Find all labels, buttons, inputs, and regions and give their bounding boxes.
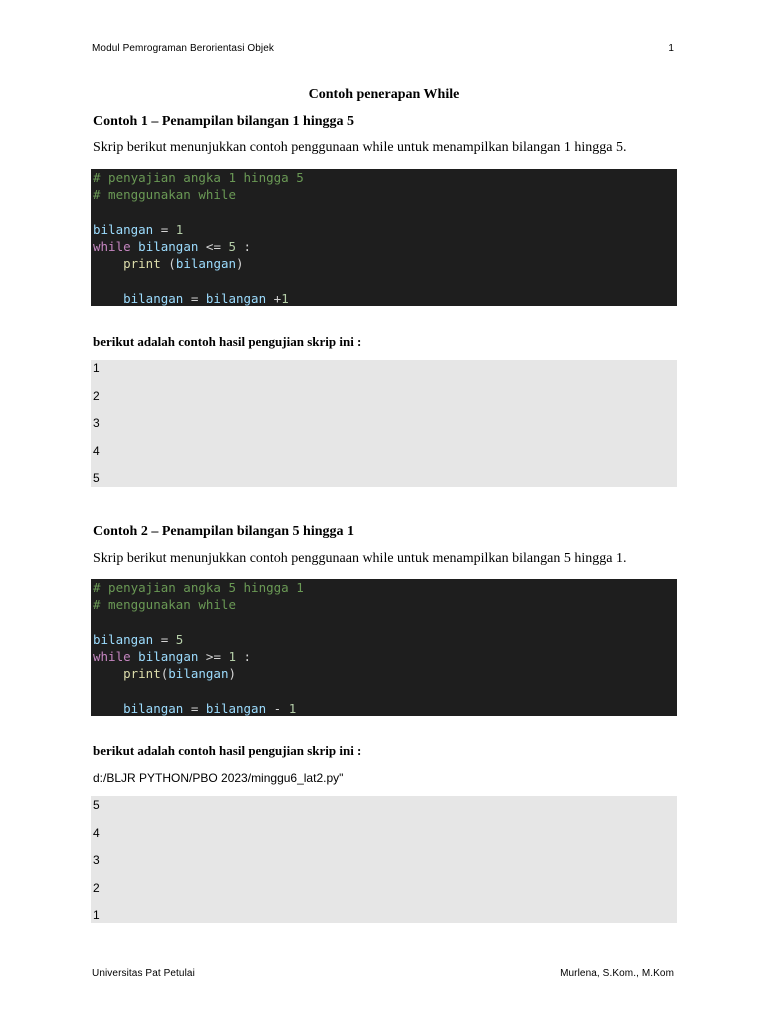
code-paren: ( <box>160 666 169 682</box>
output-line: 4 <box>93 443 100 458</box>
code-function: print <box>123 256 161 272</box>
footer-university: Universitas Pat Petulai <box>92 968 195 979</box>
code-operator: = <box>153 631 176 647</box>
code-number: 5 <box>228 239 237 255</box>
footer-author: Murlena, S.Kom., M.Kom <box>560 968 674 979</box>
code-variable: bilangan <box>138 239 199 255</box>
code-colon: : <box>236 649 252 665</box>
code-comment: # menggunakan while <box>93 187 236 203</box>
example2-code-block <box>91 579 677 716</box>
output-line: 3 <box>93 853 100 867</box>
code-variable: bilangan <box>93 221 154 237</box>
code-variable: bilangan <box>205 701 267 717</box>
code-variable: bilangan <box>138 649 199 665</box>
output-line: 5 <box>93 471 100 485</box>
example1-description: Skrip berikut menunjukkan contoh penggunaan while untuk menampilkan bilangan 1 hingga 5. <box>93 140 627 155</box>
header-module-title: Modul Pemrograman Berorientasi Objek <box>92 43 275 54</box>
page-footer <box>92 968 674 979</box>
code-operator: - <box>266 701 289 717</box>
code-variable: bilangan <box>168 666 229 682</box>
example1-code-block <box>91 169 677 306</box>
code-variable: bilangan <box>123 701 184 717</box>
example1-result-label: berikut adalah contoh hasil pengujian skrip ini : <box>93 334 362 349</box>
example2-script-path: d:/BLJR PYTHON/PBO 2023/minggu6_lat2.py" <box>93 771 344 785</box>
page-title: Contoh penerapan While <box>308 87 460 102</box>
code-function: print <box>123 666 161 682</box>
page-header <box>92 43 674 54</box>
code-operator: = <box>183 291 206 307</box>
code-operator: >= <box>198 649 229 665</box>
code-keyword: while <box>93 649 131 665</box>
code-variable: bilangan <box>123 291 184 307</box>
code-comment: # penyajian angka 1 hingga 5 <box>93 170 304 185</box>
output-line: 2 <box>93 388 100 403</box>
output-line: 4 <box>93 825 100 840</box>
code-keyword: while <box>93 239 131 255</box>
code-variable: bilangan <box>205 291 267 307</box>
code-paren: ( <box>160 256 176 272</box>
example2-result-label: berikut adalah contoh hasil pengujian skrip ini : <box>93 743 362 758</box>
code-number: 1 <box>228 649 237 665</box>
code-operator: = <box>153 221 176 237</box>
code-number: 1 <box>281 291 289 307</box>
header-page-number: 1 <box>668 43 674 54</box>
code-number: 5 <box>175 631 184 647</box>
code-number: 1 <box>288 701 297 717</box>
code-operator: <= <box>198 239 229 255</box>
code-paren: ) <box>236 256 244 272</box>
example2-heading: Contoh 2 – Penampilan bilangan 5 hingga 1 <box>93 524 355 539</box>
code-variable: bilangan <box>93 631 154 647</box>
code-comment: # penyajian angka 5 hingga 1 <box>93 580 304 595</box>
example2-description: Skrip berikut menunjukkan contoh penggunaan while untuk menampilkan bilangan 5 hingga 1. <box>93 551 627 566</box>
output-line: 1 <box>93 908 100 922</box>
code-comment: # menggunakan while <box>93 597 236 613</box>
code-number: 1 <box>175 221 184 237</box>
code-operator: = <box>183 701 206 717</box>
example2-output-block <box>91 796 677 923</box>
code-colon: : <box>236 239 252 255</box>
output-line: 2 <box>93 880 100 895</box>
example1-output-block <box>91 360 677 487</box>
output-line: 3 <box>93 416 100 430</box>
output-line: 1 <box>93 361 100 375</box>
example1-heading: Contoh 1 – Penampilan bilangan 1 hingga 5 <box>93 114 355 129</box>
code-operator: + <box>266 291 282 307</box>
code-variable: bilangan <box>175 256 237 272</box>
output-line: 5 <box>93 798 100 812</box>
code-paren: ) <box>228 666 237 682</box>
